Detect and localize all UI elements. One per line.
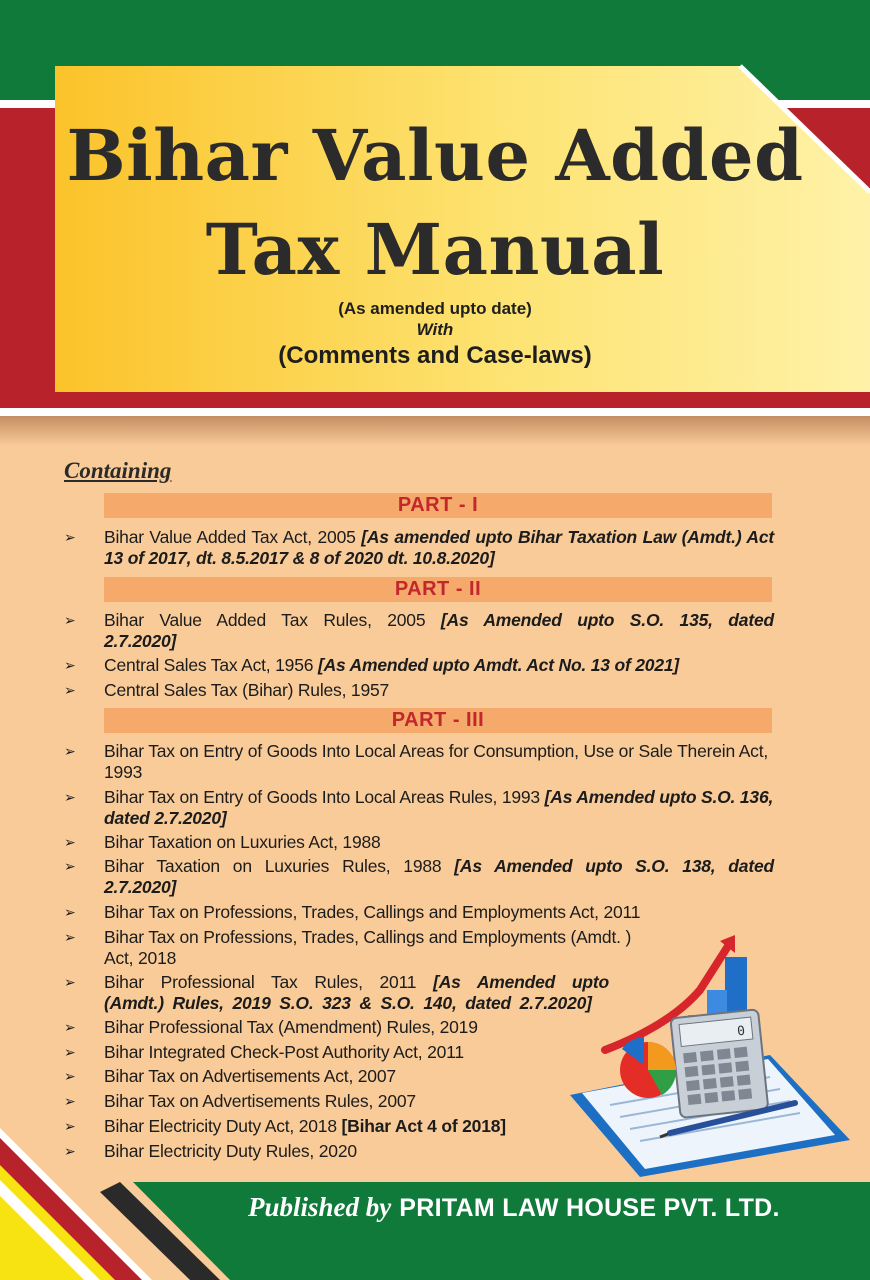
subtitle-with: With (416, 320, 454, 339)
bullet-arrow-icon: ➢ (64, 1068, 76, 1084)
bullet-arrow-icon: ➢ (64, 1044, 76, 1060)
bullet-arrow-icon: ➢ (64, 834, 76, 850)
bullet-arrow-icon: ➢ (64, 612, 76, 628)
part-3-heading: PART - III (104, 708, 772, 733)
book-cover: Bihar Value Added Tax Manual (As amended upto date) With (Comments and Case-laws) Containing PART - I ➢ Bihar Value Added Tax Act, 2005 [As amended upto Bihar Taxation Law (Amdt.) Act 13 of 2017, dt. 8.5.2017 & 8 of 2020 dt. 10.8.2020] PART - II ➢ Bihar Value Added Tax Rules, 2005 [As Amended upto S.O. 135, dated 2.7.2020] ➢ Central Sales Tax Act, 1956 [As Amended upto Amdt. Act No. 13 of 2021] ➢ Central Sales Tax (Bihar) Rules, 1957 PART - III ➢ Bihar Tax on Entry of Goods Into Local Areas for Consumption, Use or Sale Therein Act, 1993 ➢ Bihar Tax on Entry of Goods Into Local Areas Rules, 1993 [As Amended upto S.O. 136, dated 2.7.2020] ➢ Bihar Taxation on Luxuries Act, 1988 ➢ Bihar Taxation on Luxuries Rules, 1988 [As Amended upto S.O. 138, dated 2.7.2020] ➢ Bihar Tax on Professions, Trades, Callings and Employments Act, 2011 ➢ Bihar Tax on Professions, Trades, Callings and Employments (Amdt. ) Act, 2018 ➢ Bihar Professional Tax Rules, 2011 [As Amended upto (Amdt.) Rules, 2019 S.O. 323 & S.O. 140, dated 2.7.2020] ➢ Bihar Professional Tax (Amendment) Rules, 2019 ➢ Bihar Integrated Check-Post Authority Act, 2011 ➢ Bihar Tax on Advertisements Act, 2007 ➢ Bihar Tax on Advertisements Rules, 2007 ➢ Bihar Electricity Duty Act, 2018 [Bihar Act 4 of 2018] ➢ Bihar Electricity Duty Rules, 2020 0 Published by PRITAM LAW HOUSE PVT. LTD. (0, 0, 870, 1280)
publisher-name: PRITAM LAW HOUSE PVT. LTD. (399, 1194, 780, 1222)
calculator-chart-icon (570, 935, 855, 1180)
bullet-arrow-icon: ➢ (64, 682, 76, 698)
bullet-arrow-icon: ➢ (64, 1019, 76, 1035)
part-1-heading: PART - I (104, 493, 772, 518)
part-2-heading: PART - II (104, 577, 772, 602)
publisher-footer (248, 1192, 780, 1223)
title-line-2: Tax Manual (205, 208, 665, 291)
subtitle-amended: (As amended upto date) (338, 299, 532, 318)
bullet-arrow-icon: ➢ (64, 1143, 76, 1159)
bullet-arrow-icon: ➢ (64, 1118, 76, 1134)
subtitle-comments: (Comments and Case-laws) (278, 342, 592, 369)
title-line-1: Bihar Value Added (66, 114, 804, 197)
bullet-arrow-icon: ➢ (64, 743, 76, 759)
bullet-arrow-icon: ➢ (64, 858, 76, 874)
bullet-arrow-icon: ➢ (64, 929, 76, 945)
bullet-arrow-icon: ➢ (64, 789, 76, 805)
bullet-arrow-icon: ➢ (64, 529, 76, 545)
bullet-arrow-icon: ➢ (64, 904, 76, 920)
svg-text:0: 0 (736, 1023, 746, 1040)
containing-label: Containing (64, 458, 172, 483)
bullet-arrow-icon: ➢ (64, 1093, 76, 1109)
published-by-label: Published by (248, 1192, 392, 1222)
bullet-arrow-icon: ➢ (64, 657, 76, 673)
bullet-arrow-icon: ➢ (64, 974, 76, 990)
